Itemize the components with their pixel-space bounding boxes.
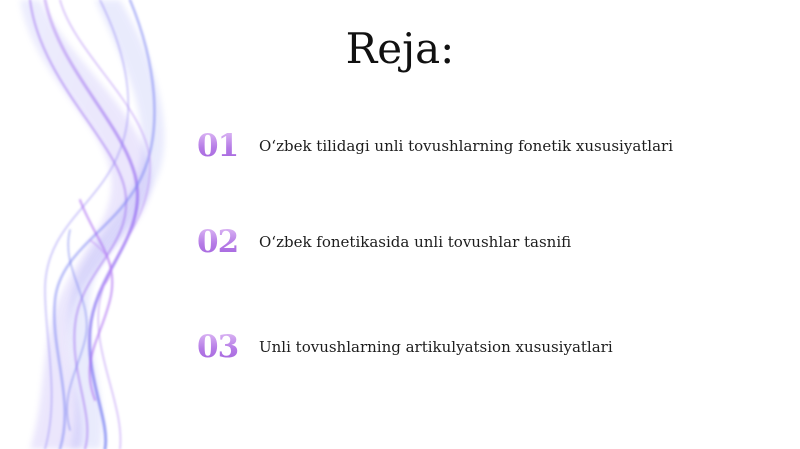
agenda-item xyxy=(197,329,787,369)
agenda-item-number: 03 xyxy=(197,329,245,365)
agenda-item xyxy=(197,128,787,168)
smoke-wave-decoration xyxy=(0,0,190,449)
agenda-item xyxy=(197,224,787,264)
agenda-item-number: 02 xyxy=(197,224,245,260)
agenda-item-number: 01 xyxy=(197,128,245,164)
agenda-item-text: O‘zbek tilidagi unli tovushlarning fonetik xususiyatlari xyxy=(259,137,674,155)
agenda-item-text: O‘zbek fonetikasida unli tovushlar tasnifi xyxy=(259,233,572,251)
slide-title: Reja: xyxy=(345,24,455,73)
agenda-item-text: Unli tovushlarning artikulyatsion xususiyatlari xyxy=(259,338,613,356)
